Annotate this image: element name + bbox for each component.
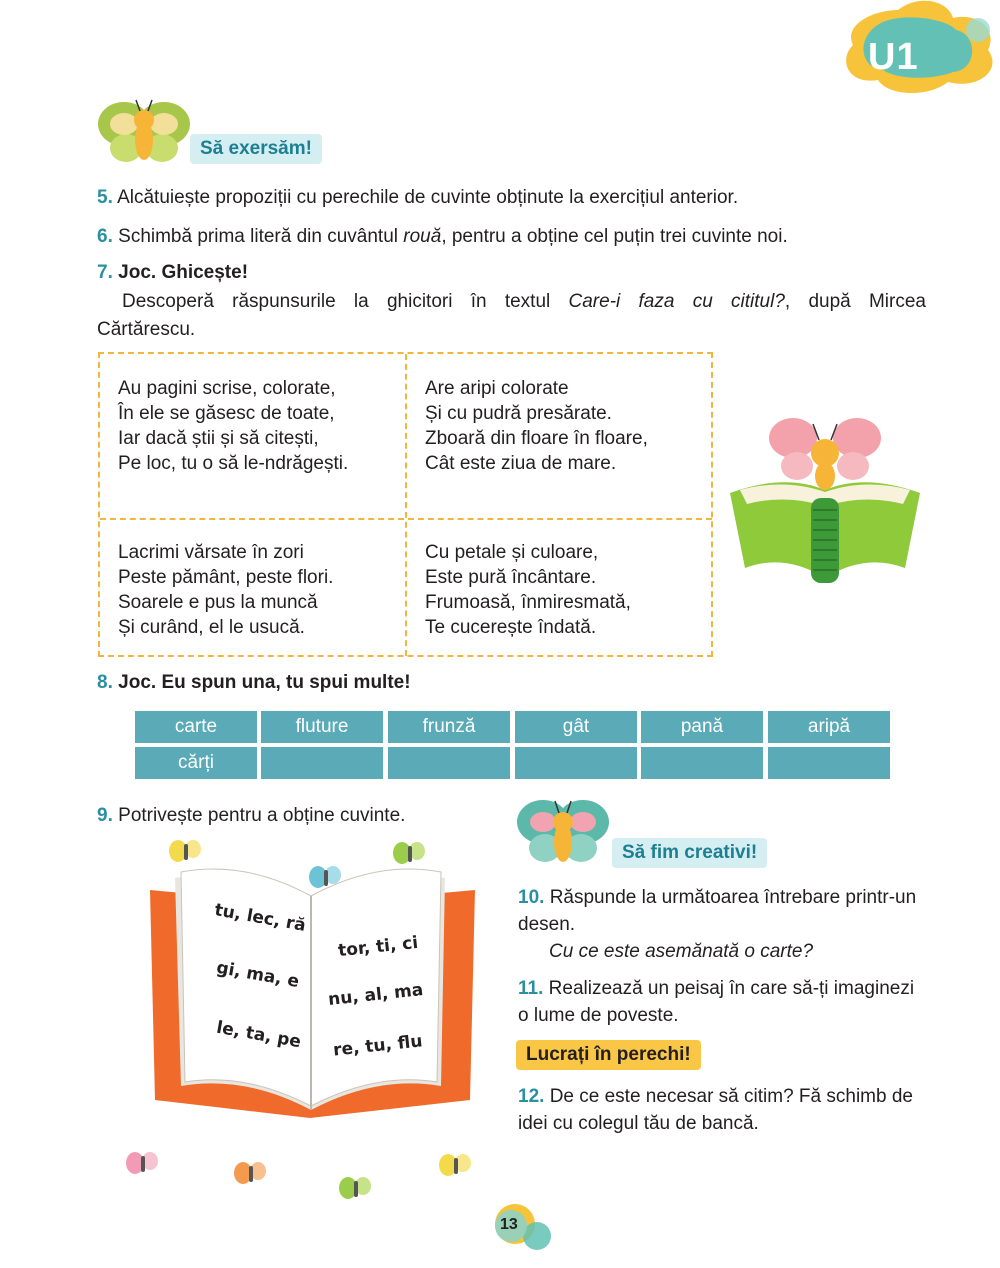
butterfly-icon: [392, 840, 428, 866]
exercise-9-text: Potrivește pentru a obține cuvinte.: [118, 805, 406, 826]
singular-cell: fluture: [261, 711, 383, 743]
exercise-8-title: [97, 671, 411, 695]
riddle-2: Are aripi colorate Și cu pudră presărate. Zboară din floare în floare, Cât este ziua de mare.: [425, 378, 648, 474]
exercise-9-number: 9.: [97, 805, 113, 826]
syllables-right-1: tor, ti, ci: [337, 932, 420, 962]
exercise-7-intro-text: Descoperă răspunsurile la ghicitori în textul: [122, 291, 569, 312]
exercise-10: [518, 886, 916, 910]
exercise-6-text: Schimbă prima literă din cuvântul: [118, 226, 404, 247]
exercise-11-number: 11.: [518, 978, 544, 999]
page-number: 13: [500, 1216, 518, 1233]
plural-cell[interactable]: [388, 747, 510, 779]
exercise-8-heading: Joc. Eu spun una, tu spui multe!: [118, 672, 411, 693]
exercise-5-number: 5.: [97, 187, 113, 208]
exercise-11-line2: o lume de poveste.: [518, 1005, 679, 1026]
plural-cell[interactable]: [768, 747, 890, 779]
singular-cell: carte: [135, 711, 257, 743]
exercise-7-intro: [122, 290, 926, 314]
butterfly-icon: [96, 98, 192, 166]
exercise-12-text: De ce este necesar să citim? Fă schimb de: [549, 1086, 913, 1107]
butterfly-icon: [125, 1150, 161, 1176]
exercise-5-text: Alcătuiește propoziții cu perechile de cuvinte obținute la exercițiul anterior.: [117, 187, 739, 208]
syllables-left-2: gi, ma, e: [214, 957, 301, 993]
riddle-divider-horizontal: [100, 518, 712, 520]
singular-cell: pană: [641, 711, 763, 743]
practice-section: [190, 134, 322, 164]
exercise-7-intro-line2: Cărtărescu.: [97, 319, 196, 340]
butterfly-icon: [233, 1160, 269, 1186]
butterfly-icon: [515, 798, 611, 868]
pairs-section: [516, 1040, 701, 1070]
riddle-1: Au pagini scrise, colorate, În ele se găsesc de toate, Iar dacă știi și să citești, Pe loc, tu o să le-ndrăgești.: [118, 378, 349, 474]
butterfly-icon: [438, 1152, 474, 1178]
exercise-10-text: Răspunde la următoarea întrebare printr-un: [549, 887, 917, 908]
plural-cell[interactable]: [641, 747, 763, 779]
syllables-left-1: tu, lec, ră: [212, 900, 308, 936]
exercise-10-number: 10.: [518, 887, 545, 908]
exercise-6-word: rouă: [403, 226, 442, 247]
exercise-5: [97, 186, 738, 210]
riddle-4: Cu petale și culoare, Este pură încântare. Frumoasă, înmiresmată, Te cucerește îndată.: [425, 542, 631, 638]
exercise-10-question: Cu ce este asemănată o carte?: [549, 941, 814, 962]
syllables-right-3: re, tu, flu: [332, 1031, 424, 1061]
butterfly-icon: [168, 838, 204, 864]
creative-tag: Să fim creativi!: [612, 838, 767, 868]
plural-cell[interactable]: [261, 747, 383, 779]
unit-label: U1: [868, 36, 919, 78]
exercise-6-text-end: , pentru a obține cel puțin trei cuvinte noi.: [441, 226, 788, 247]
exercise-12-number: 12.: [518, 1086, 545, 1107]
exercise-12-line2: idei cu colegul tău de bancă.: [518, 1113, 759, 1134]
plural-cell[interactable]: [515, 747, 637, 779]
exercise-7-intro-title: Care-i faza cu cititul?: [568, 291, 785, 312]
exercise-10-line2: desen.: [518, 914, 576, 935]
exercise-11-text: Realizează un peisaj în care să-ți imaginezi: [548, 978, 915, 999]
riddle-3: Lacrimi vărsate în zori Peste pământ, peste flori. Soarele e pus la muncă Și curând, el le usucă.: [118, 542, 334, 638]
syllables-right-2: nu, al, ma: [327, 980, 425, 1010]
exercise-7-title: [97, 261, 248, 285]
open-book-illustration: [145, 860, 480, 1130]
page-number-blob: [485, 1200, 557, 1256]
exercise-6: [97, 225, 788, 249]
singular-cell: gât: [515, 711, 637, 743]
creative-section: [612, 838, 767, 868]
plural-cell: cărți: [135, 747, 257, 779]
exercise-6-number: 6.: [97, 226, 113, 247]
butterfly-book-illustration: [725, 418, 925, 588]
pairs-tag: Lucrați în perechi!: [516, 1040, 701, 1070]
exercise-7-number: 7.: [97, 262, 113, 283]
exercise-7-intro-author: , după Mircea: [784, 291, 926, 312]
exercise-7-heading: Joc. Ghicește!: [118, 262, 249, 283]
exercise-11: [518, 977, 914, 1001]
riddle-divider-vertical: [405, 354, 407, 656]
exercise-12: [518, 1085, 913, 1109]
syllables-left-3: le, ta, pe: [214, 1017, 303, 1053]
butterfly-icon: [308, 864, 344, 890]
exercise-8-number: 8.: [97, 672, 113, 693]
butterfly-icon: [338, 1175, 374, 1201]
singular-cell: aripă: [768, 711, 890, 743]
practice-tag: Să exersăm!: [190, 134, 322, 164]
exercise-9: [97, 804, 405, 828]
singular-cell: frunză: [388, 711, 510, 743]
